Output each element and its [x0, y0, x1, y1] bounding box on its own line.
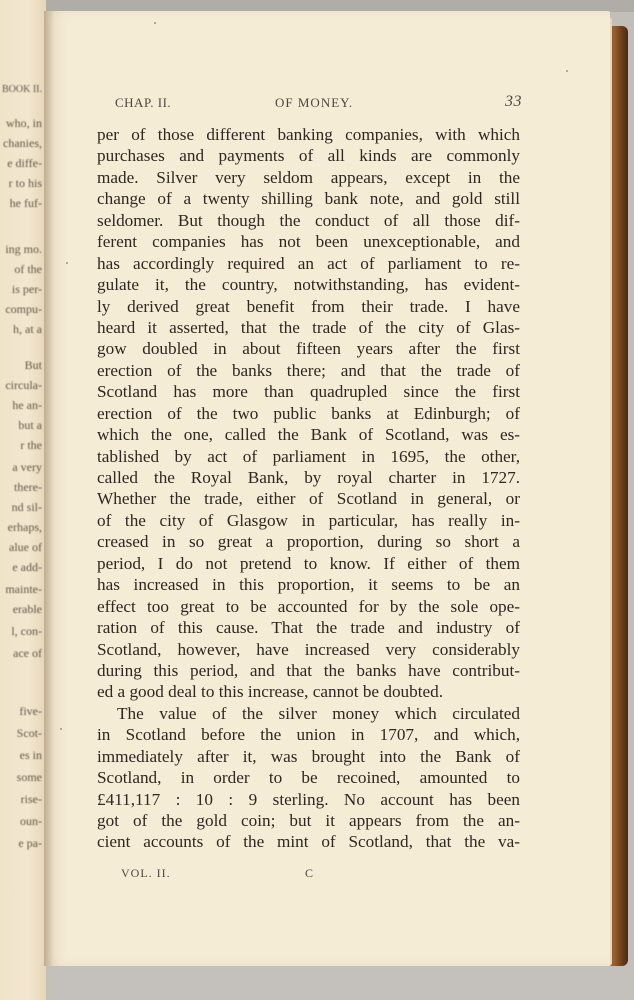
facing-fragment: e diffe- [7, 156, 42, 170]
text-line: Whether the trade, either of Scotland in general, or [97, 489, 520, 509]
text-line: has accordingly required an act of parliament to re- [97, 253, 520, 273]
text-line: has increased in this proportion, it seems to be an [97, 575, 520, 595]
facing-fragment: ing mo. [5, 242, 42, 256]
background-bottom [0, 960, 634, 1000]
body-text [97, 124, 520, 853]
facing-fragment: chanies, [3, 136, 42, 150]
facing-fragment: a very [12, 460, 42, 474]
text-line: erection of the banks there; and that the trade of [97, 360, 520, 380]
facing-fragment: mainte- [5, 582, 42, 596]
facing-fragment: r the [20, 438, 42, 452]
facing-page [0, 0, 46, 1000]
facing-fragment: ace of [13, 646, 42, 660]
text-line: called the Royal Bank, by royal charter in 1727. [97, 468, 520, 487]
facing-fragment: but a [18, 418, 42, 432]
facing-fragment: e pa- [18, 836, 42, 850]
text-line: purchases and payments of all kinds are commonly [97, 146, 520, 166]
signature-mark: C [305, 866, 314, 880]
text-line: period, I do not pretend to know. If either of them [97, 553, 520, 573]
facing-fragment: he fuf- [9, 196, 42, 210]
text-line: made. Silver very seldom appears, except in the [97, 167, 520, 187]
text-line: gow doubled in about fifteen years after the first [97, 339, 520, 359]
text-line: ferent companies has not been unexceptionable, and [97, 232, 520, 252]
facing-fragment: r to his [8, 176, 42, 190]
text-line: effect too great to be accounted for by the sole ope- [97, 596, 520, 616]
text-line: erection of the two public banks at Edinburgh; of [97, 403, 520, 423]
chapter-label: CHAP. II. [115, 95, 172, 110]
facing-fragment: of the [14, 262, 42, 276]
facing-fragment: compu- [5, 302, 42, 316]
facing-fragment: erhaps, [7, 520, 42, 534]
text-line: Scotland, in order to be recoined, amounted to [97, 768, 520, 788]
page-footer [97, 866, 520, 886]
facing-fragment: circula- [5, 378, 42, 392]
facing-fragment: is per- [11, 282, 42, 296]
facing-fragment: there- [14, 480, 42, 494]
text-line: ly derived great benefit from their trade. I have [97, 296, 520, 316]
text-line: immediately after it, was brought into the Bank of [97, 746, 520, 766]
facing-fragment: Scot- [16, 726, 42, 740]
page-number: 33 [505, 93, 522, 110]
facing-page-header: BOOK II. [2, 84, 42, 95]
facing-fragment: five- [19, 704, 42, 718]
paper-speck [566, 70, 568, 72]
text-line: Scotland has more than quadrupled since the first [97, 382, 520, 402]
facing-fragment: alue of [9, 540, 42, 554]
text-line: cient accounts of the mint of Scotland, that the va- [97, 832, 520, 852]
facing-fragment: erable [12, 602, 42, 616]
text-line: of the city of Glasgow in particular, has really in- [97, 510, 520, 530]
paper-speck [60, 728, 62, 730]
facing-fragment: who, in [6, 116, 42, 130]
volume-label: VOL. II. [121, 866, 171, 880]
facing-fragment: l, con- [11, 624, 42, 638]
text-line: change of a twenty shilling bank note, and gold still [97, 189, 520, 209]
facing-fragment: es in [19, 748, 42, 762]
text-line: got of the gold coin; but it appears from the an- [97, 811, 520, 830]
paper-speck [66, 262, 68, 264]
running-head [97, 95, 522, 115]
paper-speck [154, 22, 156, 24]
page-gutter-shadow [44, 11, 54, 966]
text-line: which the one, called the Bank of Scotland, was es- [97, 425, 520, 445]
text-line: ration of this cause. That the trade and industry of [97, 618, 520, 638]
text-line: in Scotland before the union in 1707, and which, [97, 725, 520, 745]
text-line: seldomer. But though the conduct of all those dif- [97, 210, 520, 230]
facing-fragment: he an- [12, 398, 42, 412]
text-line: gulate it, the country, notwithstanding, has evident- [97, 275, 520, 295]
facing-fragment: e add- [12, 560, 42, 574]
facing-fragment: some [16, 770, 42, 784]
chapter-title: OF MONEY. [275, 95, 354, 110]
facing-fragment: oun- [20, 814, 42, 828]
text-line-paragraph-start: The value of the silver money which circulated [117, 703, 520, 723]
facing-fragment: nd sil- [11, 500, 42, 514]
text-line: per of those different banking companies, with which [97, 125, 520, 144]
text-line: heard it asserted, that the trade of the city of Glas- [97, 317, 520, 337]
text-line: during this period, and that the banks have contribut- [97, 660, 520, 680]
facing-fragment: h, at a [13, 322, 42, 336]
text-line: ed a good deal to this increase, cannot be doubted. [97, 682, 444, 702]
text-line: creased in so great a proportion, during so short a [97, 532, 520, 552]
facing-fragment: rise- [20, 792, 42, 806]
facing-fragment: But [24, 358, 42, 372]
text-line: tablished by act of parliament in 1695, the other, [97, 446, 520, 466]
text-line: Scotland, however, have increased very considerably [97, 639, 520, 659]
text-line: £411,117 : 10 : 9 sterling. No account has been [97, 789, 520, 809]
